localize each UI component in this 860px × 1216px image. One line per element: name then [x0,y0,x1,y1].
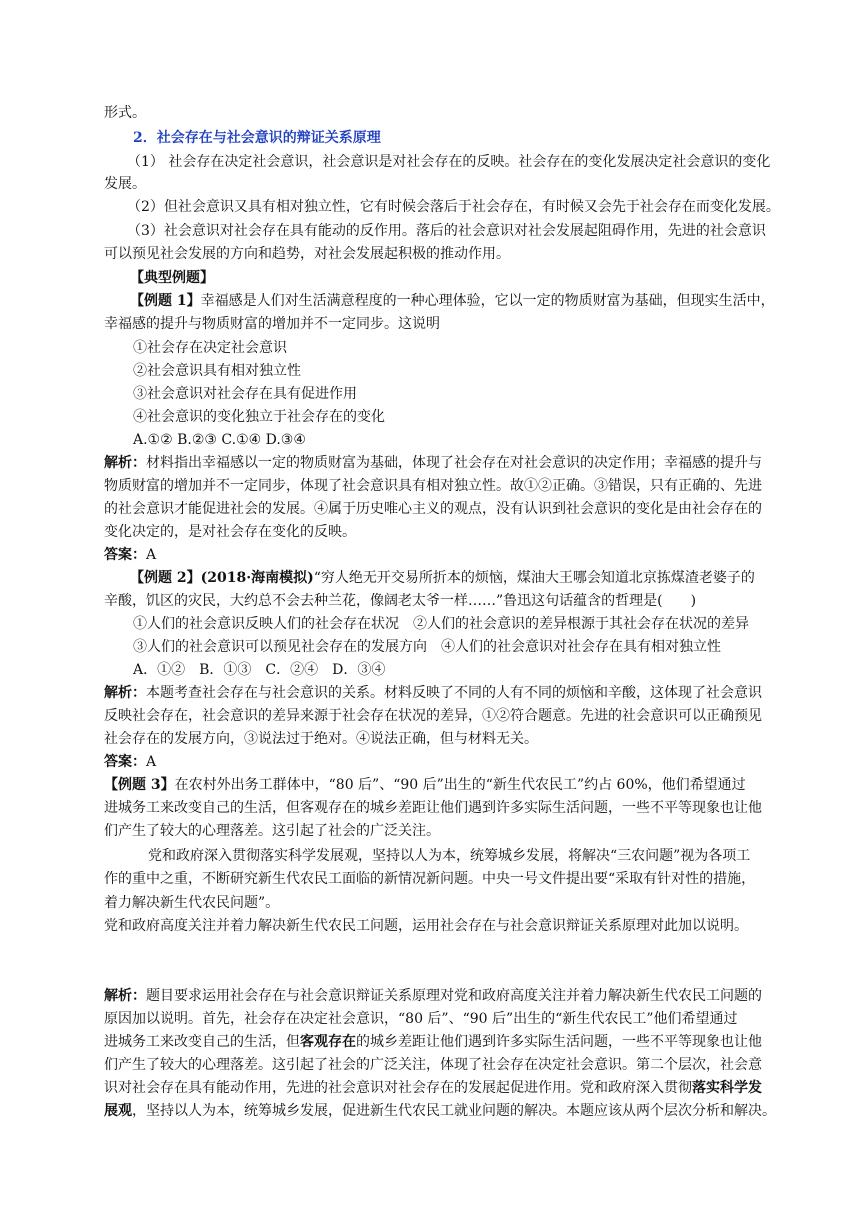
text-line: 们产生了较大的心理落差。这引起了社会的广泛关注。 [104,823,440,839]
text-line: 物质财富的增加并不一定同步，体现了社会意识具有相对独立性。故①②正确。③错误，只有正确的、先进 [104,478,762,494]
text-line: 幸福感的提升与物质财富的增加并不一定同步。这说明 [104,316,440,332]
text-line: 展观，坚持以人为本，统筹城乡发展，促进新生代农民工就业问题的解决。本题应该从两个层次分析和解决。 [104,1103,776,1119]
text-line: 变化决定的，是对社会存在变化的反映。 [104,524,356,540]
text-line: （1） 社会存在决定社会意识，社会意识是对社会存在的反映。社会存在的变化发展决定社会意识的变化 [127,154,771,170]
answer-choices: A．①② B．①③ C．②④ D．③④ [133,662,386,678]
answer-line: 答案：A [104,547,157,563]
text-line: 原因加以说明。首先，社会存在决定社会意识，“80 后”、“90 后”出生的“新生代农民工”他们希望通过 [104,1011,738,1027]
text-line: 的社会意识才能促进社会的发展。④属于历史唯心主义的观点，没有认识到社会意识的变化是由社会存在的 [104,501,762,517]
text-line: （3）社会意识对社会存在具有能动的反作用。落后的社会意识对社会发展起阻碍作用，先进的社会意识 [127,223,766,239]
text-line: （2）但社会意识又具有相对独立性，它有时候会落后于社会存在，有时候又会先于社会存在而变化发展。 [127,199,780,215]
text-line: 形式。 [104,105,146,121]
text-line: 党和政府深入贯彻落实科学发展观，坚持以人为本，统筹城乡发展，将解决“三农问题”视为各项工 [148,848,751,864]
text-line: 作的重中之重，不断研究新生代农民工面临的新情况新问题。中央一号文件提出要“采取有针对性的措施， [104,871,756,887]
text-line: 可以预见社会发展的方向和趋势，对社会发展起积极的推动作用。 [104,246,510,262]
option-line: ①人们的社会意识反映人们的社会存在状况 ②人们的社会意识的差异根源于其社会存在状况的差异 [133,616,749,632]
option-line: ③社会意识对社会存在具有促进作用 [133,386,357,402]
example-1-question: 【例题 1】幸福感是人们对生活满意程度的一种心理体验，它以一定的物质财富为基础，但现实生活中， [130,293,775,309]
text-line: 发展。 [104,176,146,192]
analysis-line: 解析：材料指出幸福感以一定的物质财富为基础，体现了社会存在对社会意识的决定作用；幸福感的提升与 [104,455,762,471]
text-line: 识对社会存在具有能动作用，先进的社会意识对社会存在的发展起促进作用。党和政府深入贯彻落实科学发 [104,1080,762,1096]
section-heading: 2．社会存在与社会意识的辩证关系原理 [133,130,381,146]
analysis-line: 解析：题目要求运用社会存在与社会意识辩证关系原理对党和政府高度关注并着力解决新生代农民工问题的 [104,988,762,1004]
text-line: 辛酸，饥区的灾民，大约总不会去种兰花，像阔老太爷一样……”鲁迅这句话蕴含的哲理是( ) [104,593,697,609]
example-2-question: 【例题 2】(2018·海南模拟)“穷人绝无开交易所折本的烦恼，煤油大王哪会知道北京拣煤渣老婆子的 [130,570,755,586]
text-line: 社会存在的发展方向，③说法过于绝对。④说法正确，但与材料无关。 [104,731,538,747]
option-line: ②社会意识具有相对独立性 [133,363,301,379]
text-line: 们产生了较大的心理落差。这引起了社会的广泛关注，体现了社会存在决定社会意识。第二个层次，社会意 [104,1057,762,1073]
text-line: 反映社会存在，社会意识的差异来源于社会存在状况的差异，①②符合题意。先进的社会意识可以正确预见 [104,708,762,724]
question-prompt: 党和政府高度关注并着力解决新生代农民工问题，运用社会存在与社会意识辩证关系原理对此加以说明。 [104,918,748,934]
option-line: ①社会存在决定社会意识 [133,340,287,356]
option-line: ④社会意识的变化独立于社会存在的变化 [133,409,385,425]
analysis-line: 解析：本题考查社会存在与社会意识的关系。材料反映了不同的人有不同的烦恼和辛酸，这体现了社会意识 [104,685,762,701]
option-line: ③人们的社会意识可以预见社会存在的发展方向 ④人们的社会意识对社会存在具有相对独立性 [133,639,721,655]
example-section-heading: 【典型例题】 [130,270,214,286]
text-line: 进城务工来改变自己的生活，但客观存在的城乡差距让他们遇到许多实际生活问题，一些不平等现象也让他 [104,1034,762,1050]
answer-choices: A.①② B.②③ C.①④ D.③④ [133,432,306,448]
text-line: 着力解决新生代农民问题”。 [104,895,280,911]
text-line: 进城务工来改变自己的生活，但客观存在的城乡差距让他们遇到许多实际生活问题，一些不平等现象也让他 [104,800,762,816]
answer-line: 答案：A [104,754,157,770]
example-3-question: 【例题 3】在农村外出务工群体中，“80 后”、“90 后”出生的“新生代农民工”约占 60%，他们希望通过 [104,777,746,793]
